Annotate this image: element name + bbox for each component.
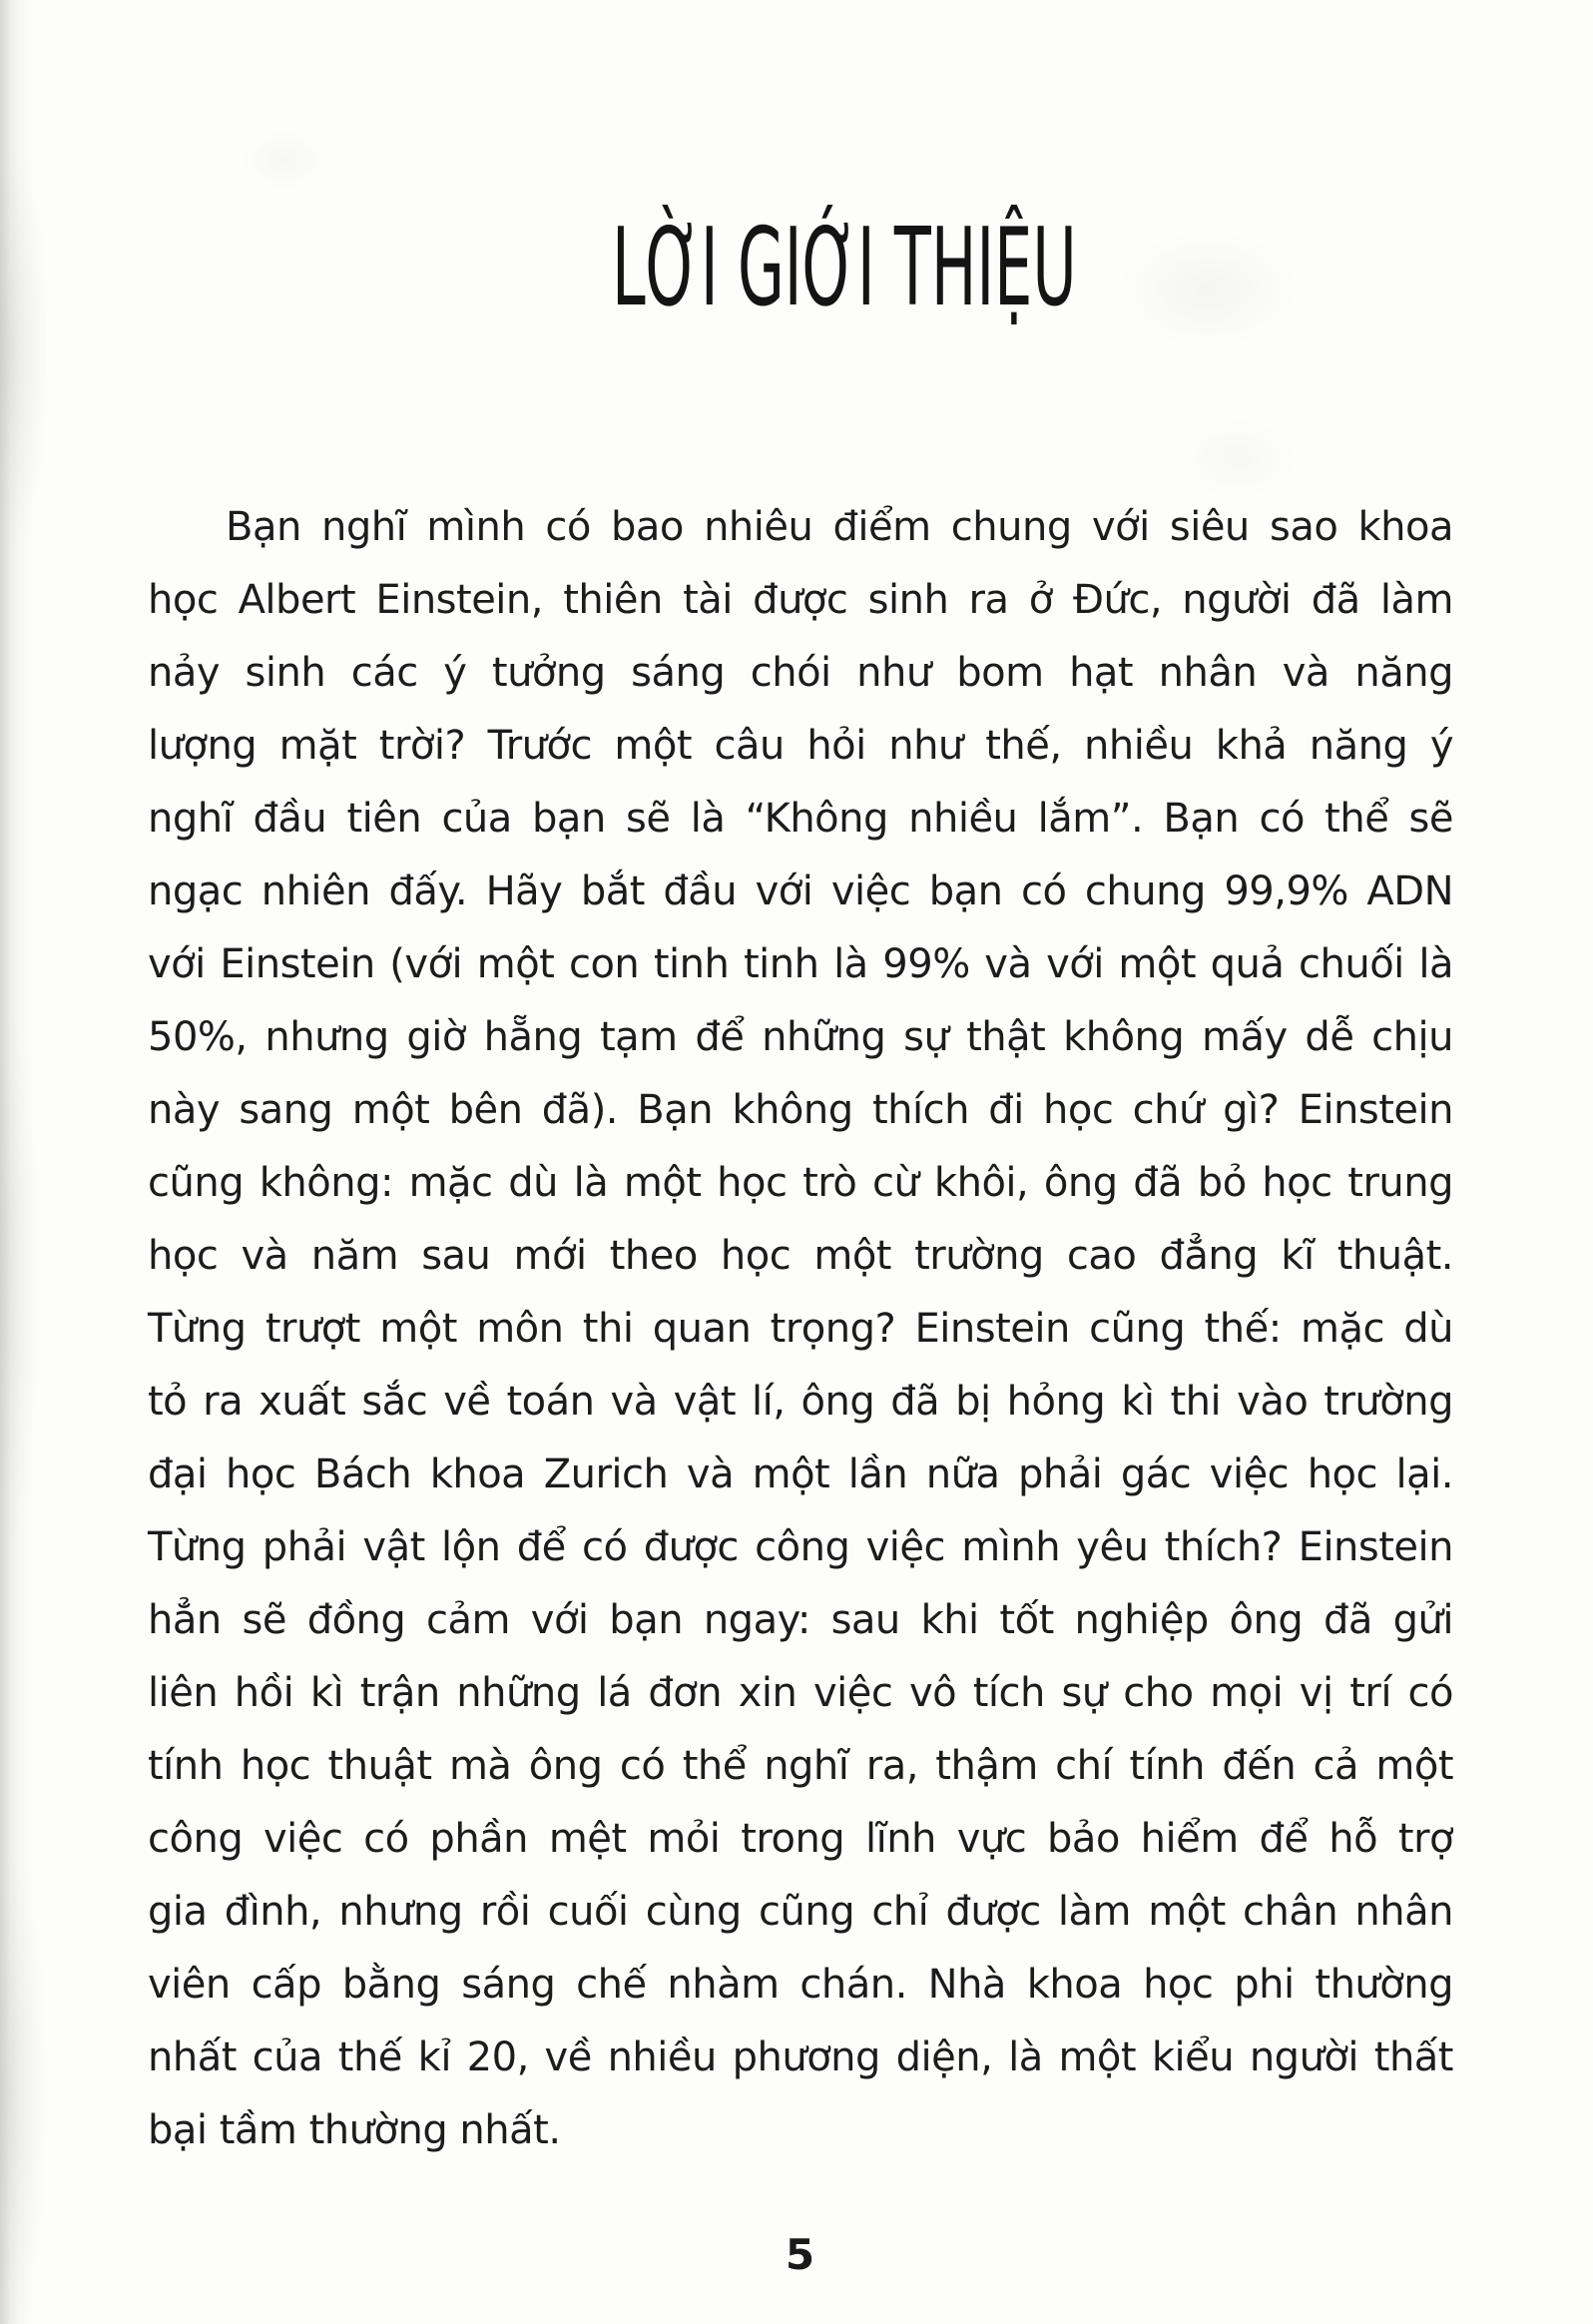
page-number: 5 (785, 2230, 815, 2279)
paragraph-line: học và năm sau mới theo học một trường cao đẳng kĩ thuật. (148, 1233, 1453, 1279)
paragraph-line: ngạc nhiên đấy. Hãy bắt đầu với việc bạn có chung 99,9% ADN (148, 869, 1453, 914)
paragraph-line: Từng phải vật lộn để có được công việc mình yêu thích? Einstein (148, 1524, 1453, 1570)
paragraph-line: 50%, nhưng giờ hẵng tạm để những sự thật không mấy dễ chịu (148, 1014, 1453, 1060)
chapter-title (148, 206, 1452, 330)
paragraph-line: hẳn sẽ đồng cảm với bạn ngay: sau khi tốt nghiệp ông đã gửi (148, 1597, 1453, 1643)
paragraph-line: viên cấp bằng sáng chế nhàm chán. Nhà khoa học phi thường (148, 1962, 1453, 2008)
paragraph-line: Từng trượt một môn thi quan trọng? Einstein cũng thế: mặc dù (148, 1306, 1453, 1352)
paragraph-line: lượng mặt trời? Trước một câu hỏi như thế, nhiều khả năng ý (148, 723, 1453, 769)
paragraph-line: tính học thuật mà ông có thể nghĩ ra, thậm chí tính đến cả một (148, 1743, 1453, 1789)
paragraph-line: tỏ ra xuất sắc về toán và vật lí, ông đã bị hỏng kì thi vào trường (148, 1379, 1453, 1425)
paragraph-line: gia đình, nhưng rồi cuối cùng cũng chỉ được làm một chân nhân (148, 1889, 1453, 1935)
paragraph-line: nhất của thế kỉ 20, về nhiều phương diện, là một kiểu người thất (148, 2034, 1453, 2080)
intro-paragraph (148, 491, 1453, 2167)
paragraph-line: liên hồi kì trận những lá đơn xin việc vô tích sự cho mọi vị trí có (148, 1670, 1453, 1716)
scan-smudge (1178, 419, 1298, 499)
paragraph-line: nảy sinh các ý tưởng sáng chói như bom hạt nhân và năng (148, 650, 1453, 696)
scan-smudge (240, 130, 329, 190)
paragraph-line: công việc có phần mệt mỏi trong lĩnh vực bảo hiểm để hỗ trợ (148, 1816, 1453, 1862)
paragraph-line: đại học Bách khoa Zurich và một lần nữa phải gác việc học lại. (148, 1452, 1453, 1497)
paragraph-line: học Albert Einstein, thiên tài được sinh ra ở Đức, người đã làm (148, 577, 1453, 623)
paragraph-line: với Einstein (với một con tinh tinh là 99% và với một quả chuối là (148, 941, 1453, 987)
paragraph-line: Bạn nghĩ mình có bao nhiêu điểm chung với siêu sao khoa (226, 504, 1453, 550)
paragraph-line: bại tầm thường nhất. (148, 2107, 561, 2153)
scan-gutter-shadow (0, 0, 46, 2324)
paragraph-line: này sang một bên đã). Bạn không thích đi học chứ gì? Einstein (148, 1087, 1453, 1133)
paragraph-line: nghĩ đầu tiên của bạn sẽ là “Không nhiều lắm”. Bạn có thể sẽ (148, 796, 1453, 842)
chapter-title-text: LỜI GIỚI THIỆU (611, 206, 1077, 330)
paragraph-line: cũng không: mặc dù là một học trò cừ khôi, ông đã bỏ học trung (148, 1160, 1453, 1206)
